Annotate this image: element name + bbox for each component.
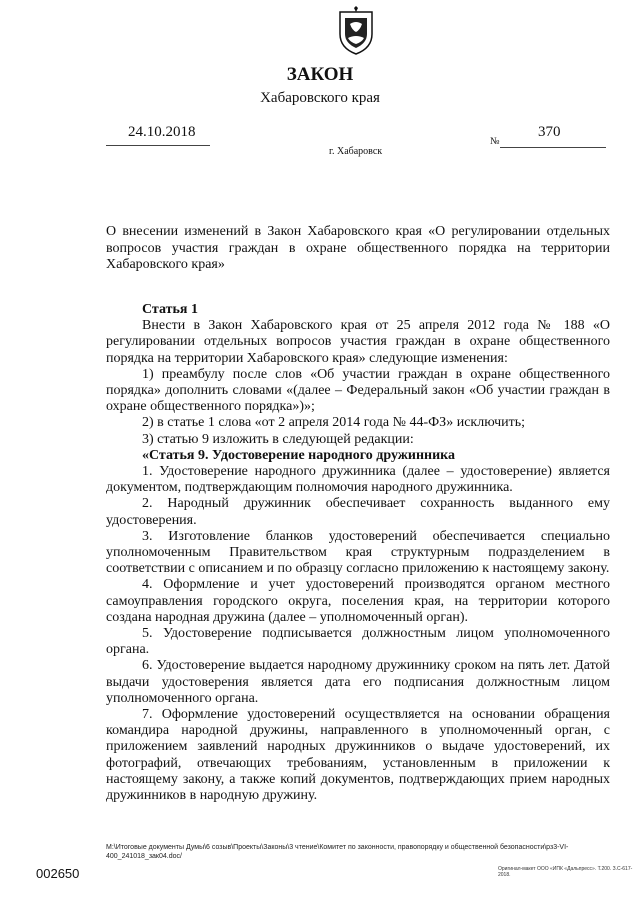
article-paragraph: Внести в Закон Хабаровского края от 25 апреля 2012 года № 188 «О регулировании отдельных вопросов участия граждан в охране общественного порядка на территории Хабаровского края» следующие изменения:	[106, 318, 610, 366]
law-heading: О внесении изменений в Закон Хабаровского края «О регулировании отдельных вопросов участия граждан в охране общественного порядка на территории Хабаровского края»	[106, 224, 610, 273]
file-path-footer: М:\Итоговые документы Думы\6 созыв\Проекты\Законы\3 чтение\Комитет по законности, правопорядку и общественной безопасности\рз3-VI-400_241018_зак04.doc/	[106, 844, 569, 860]
article-paragraph: 3) статью 9 изложить в следующей редакции:	[142, 431, 414, 447]
article-paragraph: 5. Удостоверение подписывается должностным лицом уполномоченного органа.	[106, 626, 610, 658]
article-9-title: «Статья 9. Удостоверение народного дружинника	[142, 447, 456, 463]
number-underline	[500, 147, 606, 148]
article-paragraph: 7. Оформление удостоверений осуществляется на основании обращения командира народной дружины, направленного в уполномоченный орган, с приложением заявлений народных дружинников о выдаче удостоверений, их фотографий, отвечающих требованиям, установленным в приложении к настоящему закону, а также копий документов, подтверждающих прием народных дружинников в народную дружину.	[106, 707, 610, 804]
date-underline	[106, 145, 210, 146]
document-title: ЗАКОН	[286, 64, 354, 85]
article-paragraph: 2. Народный дружинник обеспечивает сохранность выданного ему удостоверения.	[106, 496, 610, 528]
article-body	[106, 302, 610, 804]
article-paragraph: 2) в статье 1 слова «от 2 апреля 2014 года № 44-ФЗ» исключить;	[142, 415, 526, 431]
coat-of-arms-emblem	[334, 6, 378, 56]
article-paragraph: 1) преамбулу после слов «Об участии граждан в охране общественного порядка» дополнить словами «(далее – Федеральный закон «Об участии граждан в охране общественного порядка»)»;	[106, 366, 610, 415]
article-title: Статья 1	[142, 302, 198, 317]
document-date: 24.10.2018	[128, 124, 196, 140]
city-label: г. Хабаровск	[329, 146, 383, 157]
article-paragraph: 1. Удостоверение народного дружинника (далее – удостоверение) является документом, подтверждающим полномочия народного дружинника.	[106, 464, 610, 496]
region-name: Хабаровского края	[260, 90, 380, 106]
article-paragraph: 4. Оформление и учет удостоверений производятся органом местного самоуправления городского округа, поселения края, на территории которого создана народная дружина (далее – уполномоченный орган).	[106, 577, 610, 625]
document-number: 370	[538, 124, 561, 140]
page-code: 002650	[36, 866, 80, 881]
number-label: №	[490, 136, 500, 147]
print-stamp: Оригинал-макет ООО «ИПК «Дальпресс». Т.200. З.С-617-2018.	[498, 866, 633, 878]
article-paragraph: 6. Удостоверение выдается народному дружиннику сроком на пять лет. Датой выдачи удостоверения является дата его подписания должностным лицом уполномоченного органа.	[106, 658, 610, 706]
article-paragraph: 3. Изготовление бланков удостоверений обеспечивается специально уполномоченным Правительством края структурным подразделением в соответствии с описанием и по образцу согласно приложению к настоящему закону.	[106, 528, 610, 577]
